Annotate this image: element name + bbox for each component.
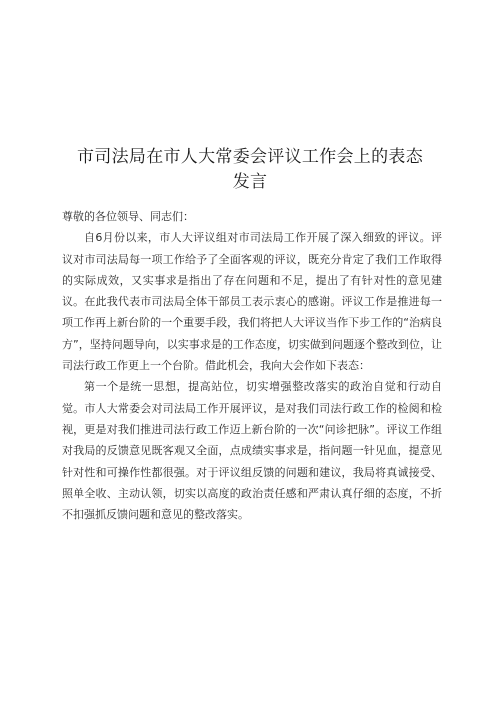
document-title-line-2: 发言 (232, 172, 268, 192)
paragraph-2: 第一个是统一思想，提高站位，切实增强整改落实的政治自觉和行动自觉。市人大常委会对司法局工作开展评议，是对我们司法行政工作的检阅和检视，更是对我们推进司法行政工作迈上新台阶的一次“问诊把脉”。评议工作组对我局的反馈意见既客观又全面，点成绩实事求是，指问题一针见血，提意见针对性和可操作性都很强。对于评议组反馈的问题和建议，我局将真诚接受、照单全收、主动认领，切实以高度的政治责任感和严肃认真仔细的态度，不折不扣强抓反馈问题和意见的整改落实。 (62, 380, 442, 522)
document-title-line-1: 市司法局在市人大常委会评议工作会上的表态 (77, 147, 423, 167)
document-body (62, 206, 442, 525)
paragraph-1: 自6月份以来，市人大评议组对市司法局工作开展了深入细致的评议。评议对市司法局每一项工作给予了全面客观的评议，既充分肯定了我们工作取得的实际成效，又实事求是指出了存在问题和不足，提出了有针对性的意见建议。在此我代表市司法局全体干部员工表示衷心的感谢。评议工作是推进每一项工作再上新台阶的一个重要手段，我们将把人大评议当作下步工作的“治病良方”，坚持问题导向，以实事求是的工作态度，切实做到问题逐个整改到位，让司法行政工作更上一个台阶。借此机会，我向大会作如下表态： (62, 231, 442, 373)
greeting: 尊敬的各位领导、同志们： (62, 210, 194, 223)
